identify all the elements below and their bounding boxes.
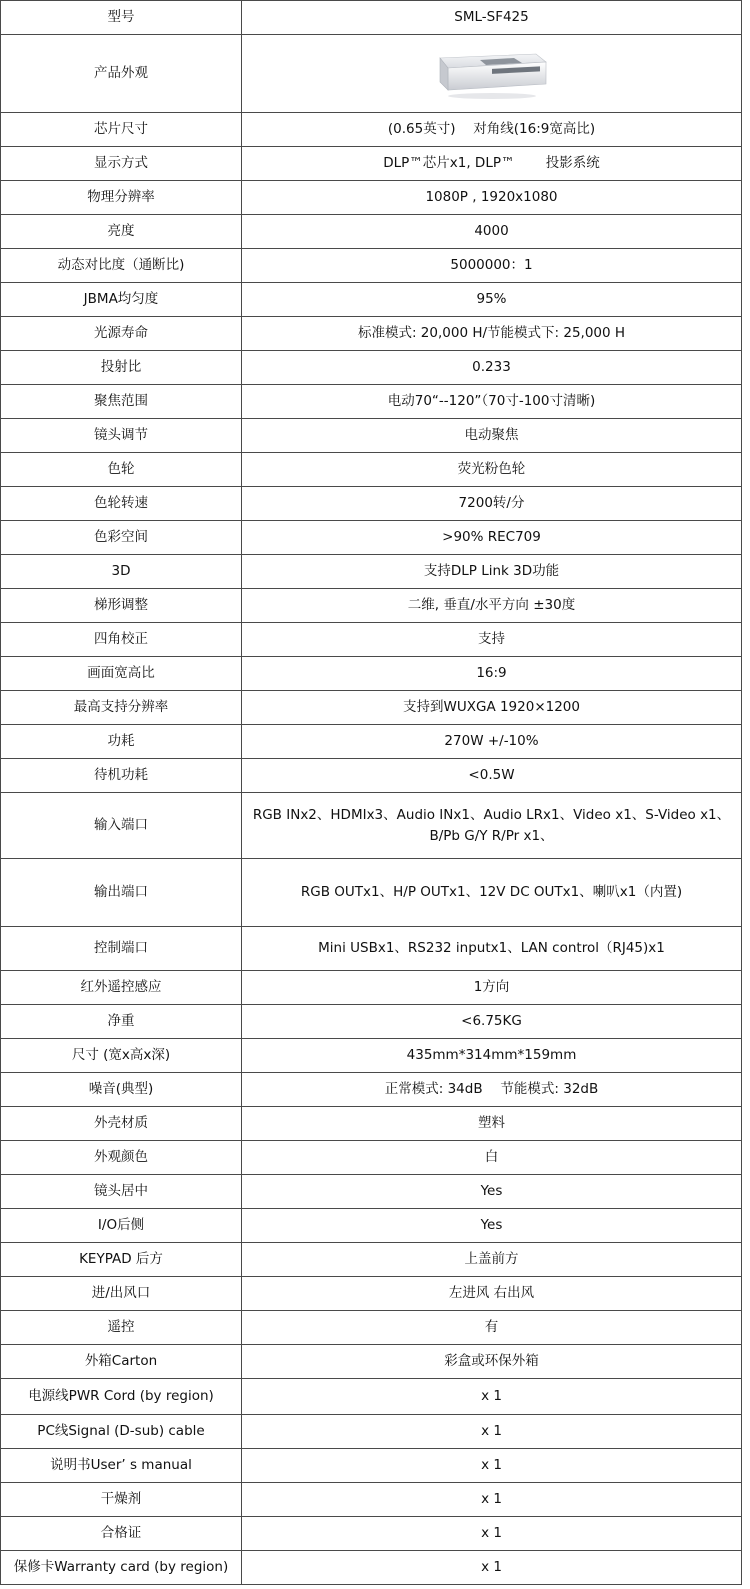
row-label: 输出端口 [1,859,242,927]
table-row [1,453,742,487]
row-value: 95% [242,283,742,317]
row-value: <6.75KG [242,1005,742,1039]
row-label: 亮度 [1,215,242,249]
row-label: 最高支持分辨率 [1,691,242,725]
row-label: 合格证 [1,1517,242,1551]
row-label: KEYPAD 后方 [1,1243,242,1277]
table-row [1,1005,742,1039]
row-value: 二维, 垂直/水平方向 ±30度 [242,589,742,623]
table-row [1,927,742,971]
row-label: 外观颜色 [1,1141,242,1175]
row-value: DLP™芯片x1, DLP™ 投影系统 [242,147,742,181]
row-label: 净重 [1,1005,242,1039]
row-label: 输入端口 [1,793,242,859]
table-row [1,1311,742,1345]
table-row [1,181,742,215]
table-row-appearance [1,35,742,113]
table-row [1,1449,742,1483]
table-row-model [1,1,742,35]
table-row [1,657,742,691]
row-label: 噪音(典型) [1,1073,242,1107]
row-value: 支持 [242,623,742,657]
projector-image [432,44,552,104]
row-value: Yes [242,1175,742,1209]
row-value: 支持DLP Link 3D功能 [242,555,742,589]
row-label: 干燥剂 [1,1483,242,1517]
row-value: 4000 [242,215,742,249]
table-row [1,147,742,181]
table-row [1,971,742,1005]
row-value: 270W +/-10% [242,725,742,759]
row-label: JBMA均匀度 [1,283,242,317]
row-label: 芯片尺寸 [1,113,242,147]
table-row [1,113,742,147]
table-row [1,623,742,657]
row-value: x 1 [242,1483,742,1517]
table-row [1,419,742,453]
row-value: 1080P , 1920x1080 [242,181,742,215]
row-label: 聚焦范围 [1,385,242,419]
row-value: x 1 [242,1379,742,1415]
table-row [1,1175,742,1209]
row-value: (0.65英寸) 对角线(16:9宽高比) [242,113,742,147]
row-value: 16:9 [242,657,742,691]
table-row [1,215,742,249]
row-label: 画面宽高比 [1,657,242,691]
row-value: 荧光粉色轮 [242,453,742,487]
product-image-cell [242,35,742,113]
row-label: 镜头调节 [1,419,242,453]
table-row [1,317,742,351]
row-value: x 1 [242,1517,742,1551]
row-value: 支持到WUXGA 1920×1200 [242,691,742,725]
row-label: 镜头居中 [1,1175,242,1209]
row-label: I/O后侧 [1,1209,242,1243]
row-value: 1方向 [242,971,742,1005]
row-label: 色轮转速 [1,487,242,521]
row-label: 梯形调整 [1,589,242,623]
table-row [1,725,742,759]
row-value: 435mm*314mm*159mm [242,1039,742,1073]
row-value: 5000000：1 [242,249,742,283]
row-label: 待机功耗 [1,759,242,793]
row-value: <0.5W [242,759,742,793]
table-row [1,1379,742,1415]
row-label: 控制端口 [1,927,242,971]
row-value: x 1 [242,1415,742,1449]
table-row [1,1039,742,1073]
row-label: 光源寿命 [1,317,242,351]
table-row [1,589,742,623]
row-value: 标准模式: 20,000 H/节能模式下: 25,000 H [242,317,742,351]
row-value: 电动70“--120”（70寸-100寸清晰) [242,385,742,419]
row-label: 3D [1,555,242,589]
table-row [1,1141,742,1175]
table-row [1,385,742,419]
row-label: 遥控 [1,1311,242,1345]
row-label: PC线Signal (D-sub) cable [1,1415,242,1449]
row-value: 左进风 右出风 [242,1277,742,1311]
table-row [1,1517,742,1551]
spec-table-body [1,1,742,1585]
row-label: 电源线PWR Cord (by region) [1,1379,242,1415]
row-label: 说明书User’ s manual [1,1449,242,1483]
table-row [1,1209,742,1243]
row-value: 正常模式: 34dB 节能模式: 32dB [242,1073,742,1107]
table-row [1,859,742,927]
row-label: 色轮 [1,453,242,487]
row-value: x 1 [242,1449,742,1483]
row-value: 上盖前方 [242,1243,742,1277]
row-value: 白 [242,1141,742,1175]
row-value: Yes [242,1209,742,1243]
row-label: 四角校正 [1,623,242,657]
table-row [1,555,742,589]
row-label: 外壳材质 [1,1107,242,1141]
row-label: 色彩空间 [1,521,242,555]
row-label: 尺寸 (宽x高x深) [1,1039,242,1073]
table-row [1,1277,742,1311]
table-row [1,487,742,521]
table-row [1,1415,742,1449]
table-row [1,351,742,385]
row-label: 物理分辨率 [1,181,242,215]
row-label: 显示方式 [1,147,242,181]
row-value: 7200转/分 [242,487,742,521]
row-value: x 1 [242,1551,742,1585]
table-row [1,793,742,859]
row-value: 电动聚焦 [242,419,742,453]
table-row [1,521,742,555]
row-label: 投射比 [1,351,242,385]
row-value: 彩盒或环保外箱 [242,1345,742,1379]
table-row [1,1107,742,1141]
row-label: 外箱Carton [1,1345,242,1379]
table-row [1,691,742,725]
table-row [1,1345,742,1379]
row-value: >90% REC709 [242,521,742,555]
row-label: 功耗 [1,725,242,759]
row-value: 塑料 [242,1107,742,1141]
row-value: RGB INx2、HDMIx3、Audio INx1、Audio LRx1、Video x1、S-Video x1、B/Pb G/Y R/Pr x1、 [242,793,742,859]
table-row [1,1073,742,1107]
row-value: SML-SF425 [242,1,742,35]
row-label: 产品外观 [1,35,242,113]
row-label: 动态对比度（通断比) [1,249,242,283]
table-row [1,1243,742,1277]
table-row [1,249,742,283]
table-row [1,1551,742,1585]
row-value: Mini USBx1、RS232 inputx1、LAN control（RJ45)x1 [242,927,742,971]
row-value: RGB OUTx1、H/P OUTx1、12V DC OUTx1、喇叭x1（内置) [242,859,742,927]
row-label: 型号 [1,1,242,35]
row-value: 0.233 [242,351,742,385]
table-row [1,283,742,317]
row-label: 红外遥控感应 [1,971,242,1005]
row-label: 进/出风口 [1,1277,242,1311]
table-row [1,1483,742,1517]
row-value: 有 [242,1311,742,1345]
table-row [1,759,742,793]
row-label: 保修卡Warranty card (by region) [1,1551,242,1585]
